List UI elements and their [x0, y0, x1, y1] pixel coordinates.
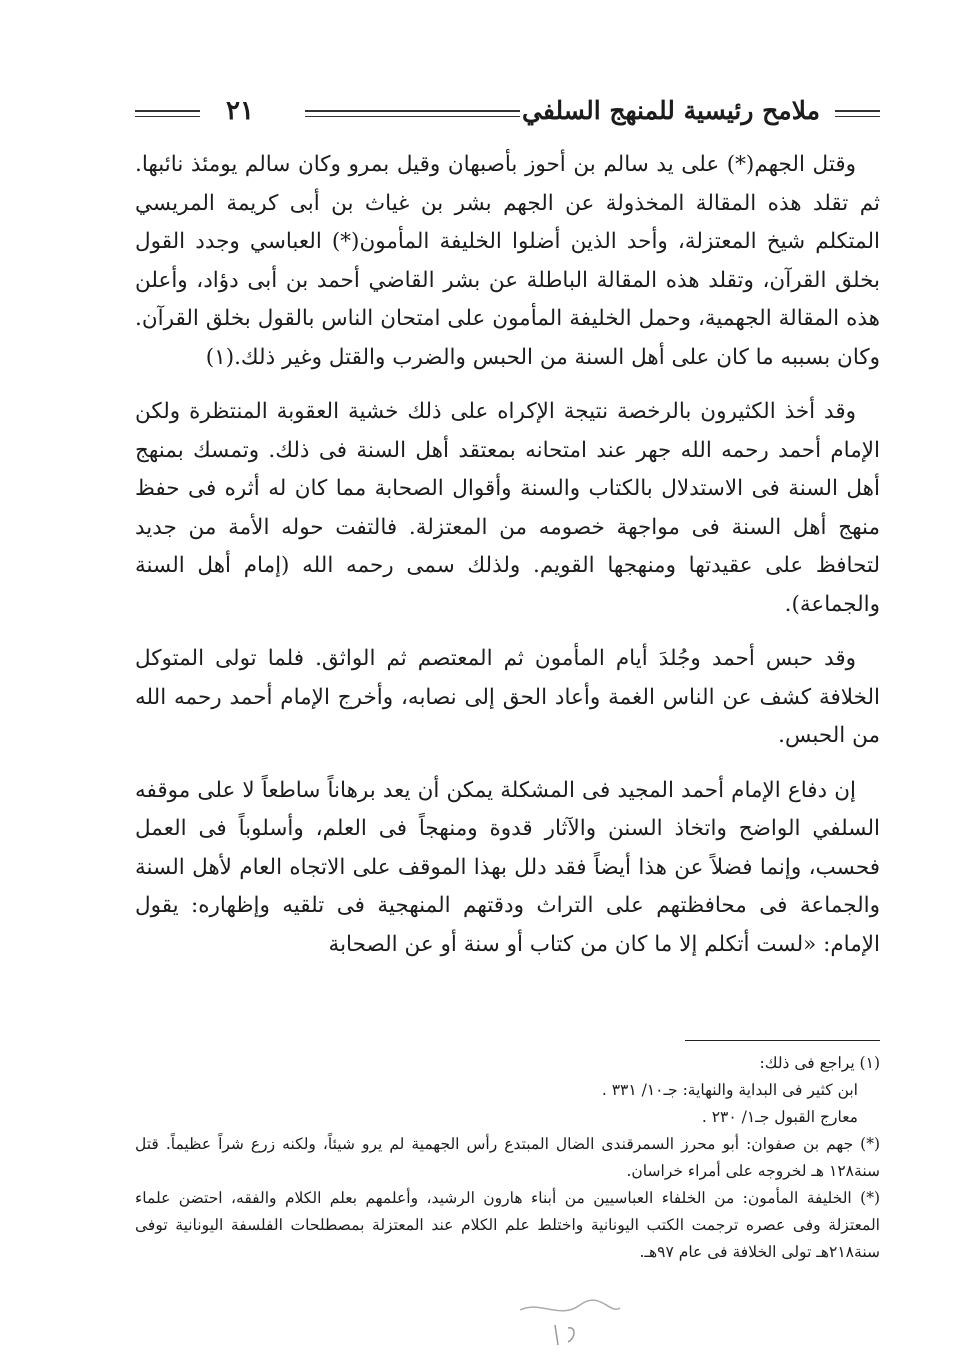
running-title: ملامح رئيسية للمنهج السلفي	[522, 96, 820, 125]
footnote-1-source-2: معارج القبول جـ١/ ٢٣٠ .	[701, 1108, 858, 1126]
page-number: ٢١	[226, 96, 254, 126]
paragraph-imam-ahmad: وقد أخذ الكثيرون بالرخصة نتيجة الإكراه على ذلك خشية العقوبة المنتظرة ولكن الإمام أحمد رحمه الله جهر عند امتحانه بمعتقد أهل السنة فى ذلك. وتمسك بمنهج أهل السنة فى الاستدلال بالكتاب والسنة وأقوال الصحابة مما كان له أثره فى حفظ منهج أهل السنة فى مواجهة خصومه من المعتزلة. فالتفت حوله الأمة من جديد لتحافظ على عقيدتها ومنهجها القويم. ولذلك سمى رحمه الله (إمام أهل السنة والجماعة).	[135, 399, 880, 617]
header-rule-middle-thin	[305, 116, 520, 117]
header-rule-left-thin	[135, 116, 200, 117]
header-rule-left	[135, 110, 200, 112]
footnote-1-source-1: ابن كثير فى البداية والنهاية: جـ١٠/ ٣٣١ .	[601, 1081, 858, 1099]
main-text	[135, 146, 880, 964]
footnote-separator	[685, 1040, 880, 1041]
paragraph-defense: إن دفاع الإمام أحمد المجيد فى المشكلة يمكن أن يعد برهاناً ساطعاً لا على موقفه السلفي الواضح واتخاذ السنن والآثار قدوة ومنهجاً فى العلم، وأسلوباً فى العمل فحسب، وإنما فضلاً عن هذا أيضاً فقد دلل بهذا الموقف على الاتجاه العام لأهل السنة والجماعة فى محافظتهم على التراث ودقتهم المنهجية فى تلقيه وإظهاره: يقول الإمام: «لست أتكلم إلا ما كان من كتاب أو سنة أو عن الصحابة	[135, 777, 880, 957]
footnote-mamun: (*) الخليفة المأمون: من الخلفاء العباسيين من أبناء هارون الرشيد، وأعلمهم بعلم الكلام والفقه، احتضن علماء المعتزلة وفى عصره ترجمت الكتب اليونانية واختلط علم الكلام عند المعتزلة بمصطلحات الفلسفة اليونانية توفى سنة٢١٨هـ تولى الخلافة فى عام ٩٧هـ.	[135, 1189, 880, 1261]
header-rule-right	[835, 110, 880, 112]
footnote-jahm: (*) جهم بن صفوان: أبو محرز السمرقندى الضال المبتدع رأس الجهمية لم يرو شيئاً، ولكنه زرع شراً عظيماً. قتل سنة١٢٨ هـ لخروجه على أمراء خراسان.	[135, 1135, 880, 1180]
footnotes	[135, 1050, 880, 1266]
page-header	[130, 88, 880, 138]
paragraph-imprisonment: وقد حبس أحمد وجُلدَ أيام المأمون ثم المعتصم ثم الواثق. فلما تولى المتوكل الخلافة كشف عن الناس الغمة وأعاد الحق إلى نصابه، وأخرج الإمام أحمد رحمه الله من الحبس.	[135, 646, 880, 748]
footnote-1-title: (١) يراجع فى ذلك:	[759, 1054, 880, 1072]
header-rule-right-thin	[835, 116, 880, 117]
paragraph-jahm: وقتل الجهم(*) على يد سالم بن أحوز بأصبهان وقيل بمرو وكان سالم يومئذ نائبها. ثم تقلد هذه المقالة المخذولة عن الجهم بشر بن غياث بن أبى كريمة المريسي المتكلم شيخ المعتزلة، وأحد الذين أضلوا الخليفة المأمون(*) العباسي وجدد القول بخلق القرآن، وتقلد هذه المقالة الباطلة عن بشر القاضي أحمد بن أبى دؤاد، وأعلن هذه المقالة الجهمية، وحمل الخليفة المأمون على امتحان الناس بالقول بخلق القرآن. وكان بسببه ما كان على أهل السنة من الحبس والضرب والقتل وغير ذلك.(١)	[135, 152, 880, 370]
header-rule-middle	[305, 110, 520, 112]
pen-scribble-mark	[510, 1290, 630, 1350]
